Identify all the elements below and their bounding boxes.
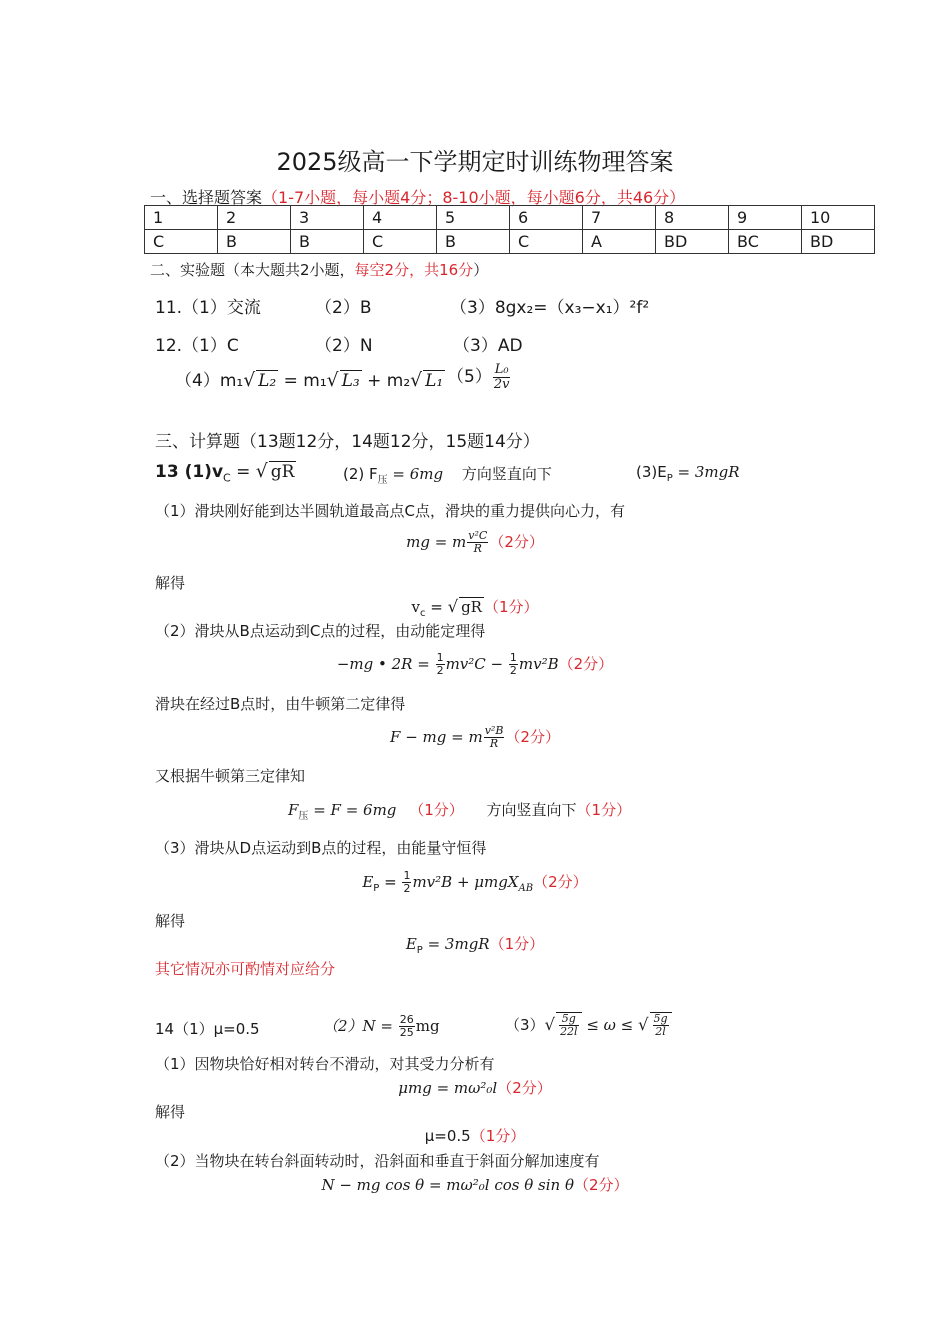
q11-part1: 11.（1）交流	[155, 298, 261, 318]
q11-part3: （3）8gx₂=（x₃−x₁）²f²	[450, 298, 650, 318]
q13-eq-4: F − mg = m $\frac{\text{v²B}}{R}$ （2分）	[390, 724, 560, 750]
q13-eq-6: $E_P$ = $\frac{1}{2}$ mv²B + μmgX$_{AB}$（2分）	[362, 869, 588, 895]
q14-answer-2: （2）N = $\frac{26}{25}$ mg	[323, 1013, 440, 1039]
q13-eq-2: $v_c$ = √ gR （1分）	[411, 597, 539, 619]
q14-eq-1: μmg = mω²₀l（2分）	[398, 1079, 552, 1097]
q14-eq-2: μ=0.5（1分）	[424, 1127, 526, 1145]
table-cell-answer: A	[583, 230, 656, 254]
table-cell-number: 3	[291, 206, 364, 230]
table-cell-answer: BC	[729, 230, 802, 254]
table-row-numbers	[145, 206, 875, 230]
q14-jiede: 解得	[155, 1103, 186, 1121]
table-cell-answer: C	[364, 230, 437, 254]
table-cell-number: 1	[145, 206, 218, 230]
q13-other-note: 其它情况亦可酌情对应给分	[155, 960, 336, 978]
section-3-heading: 三、计算题（13题12分，14题12分，15题14分）	[155, 432, 540, 452]
table-cell-number: 5	[437, 206, 510, 230]
table-cell-number: 7	[583, 206, 656, 230]
q13-step-3: 滑块在经过B点时，由牛顿第二定律得	[155, 695, 406, 713]
q13-eq-3: −mg • 2R = $\frac{1}{2}$ mv²C − $\frac{1}{2}$ mv²B（2分）	[336, 651, 614, 677]
q12-part2: （2）N	[315, 336, 373, 356]
q13-eq-7: $E_P = 3mgR(1$分）	[405, 935, 545, 956]
q13-answer-3: $(3)E_P = 3mgR$	[636, 463, 740, 484]
q13-step-1: （1）滑块刚好能到达半圆轨道最高点C点，滑块的重力提供向心力，有	[155, 502, 626, 520]
table-cell-number: 2	[218, 206, 291, 230]
q12-part1: 12.（1）C	[155, 336, 239, 356]
q14-answer-3: （3）√ $\frac{5g}{22l}$ ≤ ω ≤ √ $\frac{5g}{2l}$	[505, 1012, 672, 1038]
q13-eq-5: $F_压 = F = 6mg$ （1分） 方向竖直向下（1分）	[288, 801, 632, 822]
table-cell-answer: BD	[656, 230, 729, 254]
table-cell-answer: B	[437, 230, 510, 254]
q11-part2: （2）B	[315, 298, 372, 318]
q13-step-5: （3）滑块从D点运动到B点的过程，由能量守恒得	[155, 839, 487, 857]
table-cell-answer: C	[145, 230, 218, 254]
table-row-answers	[145, 230, 875, 254]
page-title: 2025级高一下学期定时训练物理答案	[276, 148, 674, 176]
table-cell-answer: B	[291, 230, 364, 254]
q14-step-1: （1）因物块恰好相对转台不滑动，对其受力分析有	[155, 1055, 495, 1073]
section-2-heading: 二、实验题（本大题共2小题，每空2分，共16分）	[150, 261, 489, 279]
q13-answer-1: 13 $(1)v_C$ = √ gR	[155, 461, 295, 485]
q13-answer-2: (2) $F_压 = 6mg$ 方向竖直向下	[343, 465, 552, 486]
table-cell-number: 9	[729, 206, 802, 230]
table-cell-answer: BD	[802, 230, 875, 254]
q13-jiede-2: 解得	[155, 912, 186, 930]
q12-part5: （5） $\frac{\text{L₀}}{2v}$	[447, 361, 510, 392]
q14-step-2: （2）当物块在转台斜面转动时，沿斜面和垂直于斜面分解加速度有	[155, 1152, 600, 1170]
q14-eq-3: N − mg cos θ = mω²₀l cos θ sin θ（2分）	[321, 1176, 629, 1194]
q13-step-2: （2）滑块从B点运动到C点的过程，由动能定理得	[155, 622, 486, 640]
table-cell-number: 8	[656, 206, 729, 230]
q14-answer-1: 14（1）μ=0.5	[155, 1020, 260, 1038]
table-cell-number: 4	[364, 206, 437, 230]
q12-part4: （4）m₁√ L₂ = m₁√ L₃ + m₂√ L₁	[175, 370, 444, 391]
table-cell-number: 6	[510, 206, 583, 230]
section-1-heading: 一、选择题答案（1-7小题，每小题4分；8-10小题，每小题6分，共46分）	[150, 188, 686, 207]
table-cell-answer: C	[510, 230, 583, 254]
table-cell-number: 10	[802, 206, 875, 230]
q13-jiede-1: 解得	[155, 574, 186, 592]
q12-part3: （3）AD	[453, 336, 523, 356]
q13-eq-1: mg = m $\frac{\text{v²C}}{R}$ （2分）	[406, 529, 544, 555]
q13-step-4: 又根据牛顿第三定律知	[155, 767, 306, 785]
answer-table	[144, 205, 875, 254]
table-cell-answer: B	[218, 230, 291, 254]
